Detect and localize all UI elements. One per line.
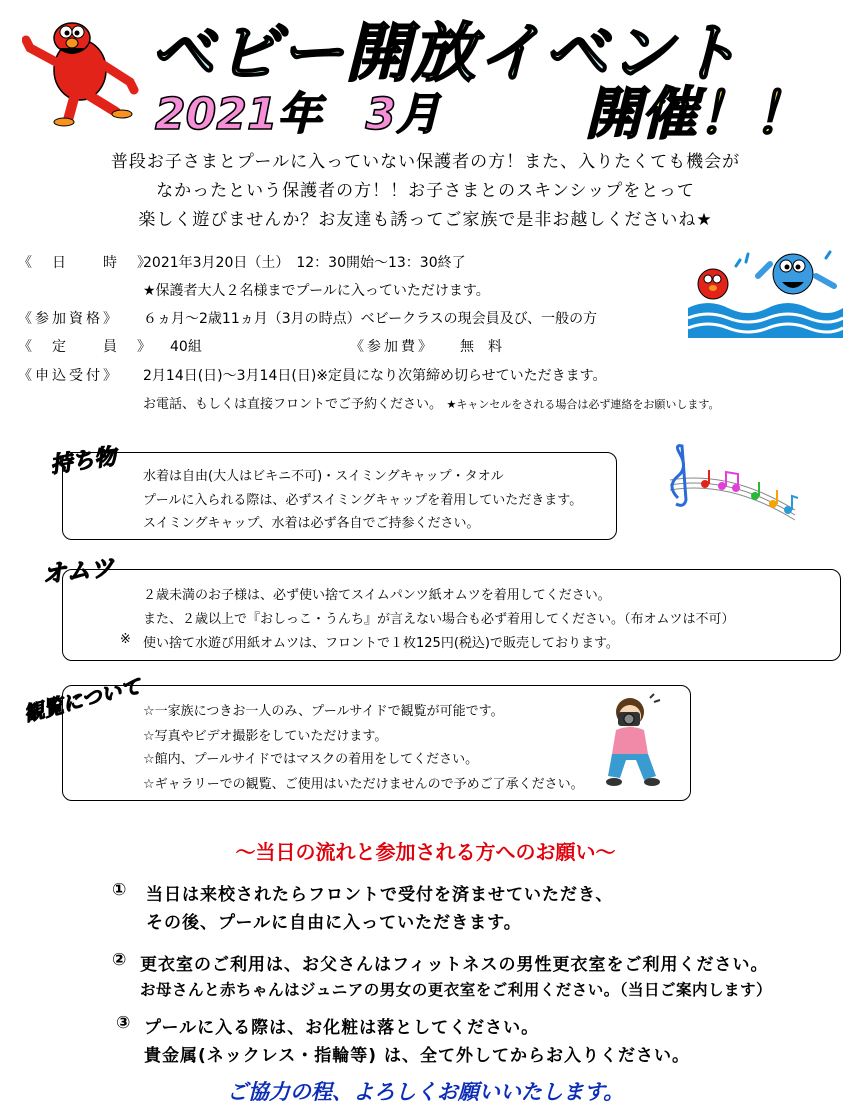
intro-line-1: 普段お子さまとプールに入っていない保護者の方！また、入りたくても機会が [110, 152, 741, 172]
mochimono-line-1: 水着は自由(大人はビキニ不可)・スイミングキャップ・タオル [143, 469, 504, 484]
event-year-month: 2021年 3月 [155, 89, 441, 140]
kanran-line-3: ☆館内、プールサイドではマスクの着用をしてください。 [143, 752, 479, 767]
kanran-line-4: ☆ギャラリーでの観覧、ご使用はいただけませんので予めご了承ください。 [143, 777, 584, 792]
mochimono-line-3: スイミングキャップ、水着は必ず各自でご持参ください。 [143, 516, 480, 531]
event-kaisai: 開催！！ [585, 82, 809, 147]
intro-line-3: 楽しく遊びませんか？お友達も誘ってご家族で是非お越しくださいね★ [138, 210, 713, 230]
flow-num-1: ① [112, 880, 128, 900]
mochimono-line-2: プールに入られる際は、必ずスイミングキャップを着用していただきます。 [143, 493, 583, 508]
elmo-illustration [22, 12, 142, 127]
omutsu-line-2: また、２歳以上で『おしっこ・うんち』が言えない場合も必ず着用してください。（布オムツは不可） [143, 612, 735, 627]
flow-item-3-line-2: 貴金属(ネックレス・指輪等) は、全て外してからお入りください。 [144, 1046, 690, 1066]
closing-message: ご協力の程、よろしくお願いいたします。 [226, 1080, 625, 1104]
apply-note [143, 393, 719, 412]
flow-item-1-line-1: 当日は来校されたらフロントで受付を済ませていただき、 [146, 885, 614, 905]
omutsu-tag: オムツ [40, 553, 116, 589]
eligibility-label: 《参加資格》 [18, 311, 120, 327]
apply-value: 2月14日(日)～3月14日(日)※定員になり次第締め切らせていただきます。 [143, 368, 607, 384]
music-notes-illustration [660, 440, 800, 525]
flow-title: ～当日の流れと参加される方へのお願い～ [235, 840, 616, 864]
datetime-note: ★保護者大人２名様までプールに入っていただけます。 [143, 283, 490, 299]
flow-num-3: ③ [116, 1013, 132, 1033]
photographer-illustration [598, 690, 668, 790]
eligibility-value: ６ヵ月～2歳11ヵ月（3月の時点）ベビークラスの現会員及び、一般の方 [143, 311, 598, 327]
fee-label: 《参加費》 [350, 339, 435, 355]
fee-value: 無 料 [460, 339, 502, 355]
datetime-value: 2021年3月20日（土） 12：30開始～13：30終了 [143, 255, 466, 271]
omutsu-line-1: ２歳未満のお子様は、必ず使い捨てスイムパンツ紙オムツを着用してください。 [143, 588, 611, 603]
apply-label: 《申込受付》 [18, 368, 120, 384]
flow-item-3-line-1: プールに入る際は、お化粧は落としてください。 [144, 1018, 540, 1038]
capacity-value: 40組 [170, 339, 202, 355]
omutsu-note-mark: ※ [120, 632, 131, 647]
kanran-tag: 観覧について [21, 673, 144, 727]
omutsu-note: 使い捨て水遊び用紙オムツは、フロントで１枚125円(税込)で販売しております。 [143, 636, 619, 651]
intro-line-2: なかったという保護者の方！！お子さまとのスキンシップをとって [156, 181, 695, 201]
apply-note-main: お電話、もしくは直接フロントでご予約ください。 [143, 397, 443, 412]
capacity-label: 《 定 員 》 [18, 339, 154, 355]
kanran-line-2: ☆写真やビデオ撮影をしていただけます。 [143, 729, 388, 744]
flow-item-2-line-2: お母さんと赤ちゃんはジュニアの男女の更衣室をご利用ください。（当日ご案内します） [140, 981, 772, 999]
swimming-illustration [688, 246, 843, 338]
flow-item-1-line-2: その後、プールに自由に入っていただきます。 [146, 913, 522, 933]
kanran-line-1: ☆一家族につきお一人のみ、プールサイドで観覧が可能です。 [143, 704, 504, 719]
flow-num-2: ② [112, 950, 128, 970]
flow-item-2-line-1: 更衣室のご利用は、お父さんはフィットネスの男性更衣室をご利用ください。 [140, 955, 769, 975]
event-title: ベビー開放イベント [150, 17, 742, 91]
datetime-label: 《 日 時 》 [18, 255, 154, 271]
mochimono-tag: 持ち物 [48, 444, 118, 479]
apply-note-small: ★キャンセルをされる場合は必ず連絡をお願いします。 [446, 398, 720, 411]
